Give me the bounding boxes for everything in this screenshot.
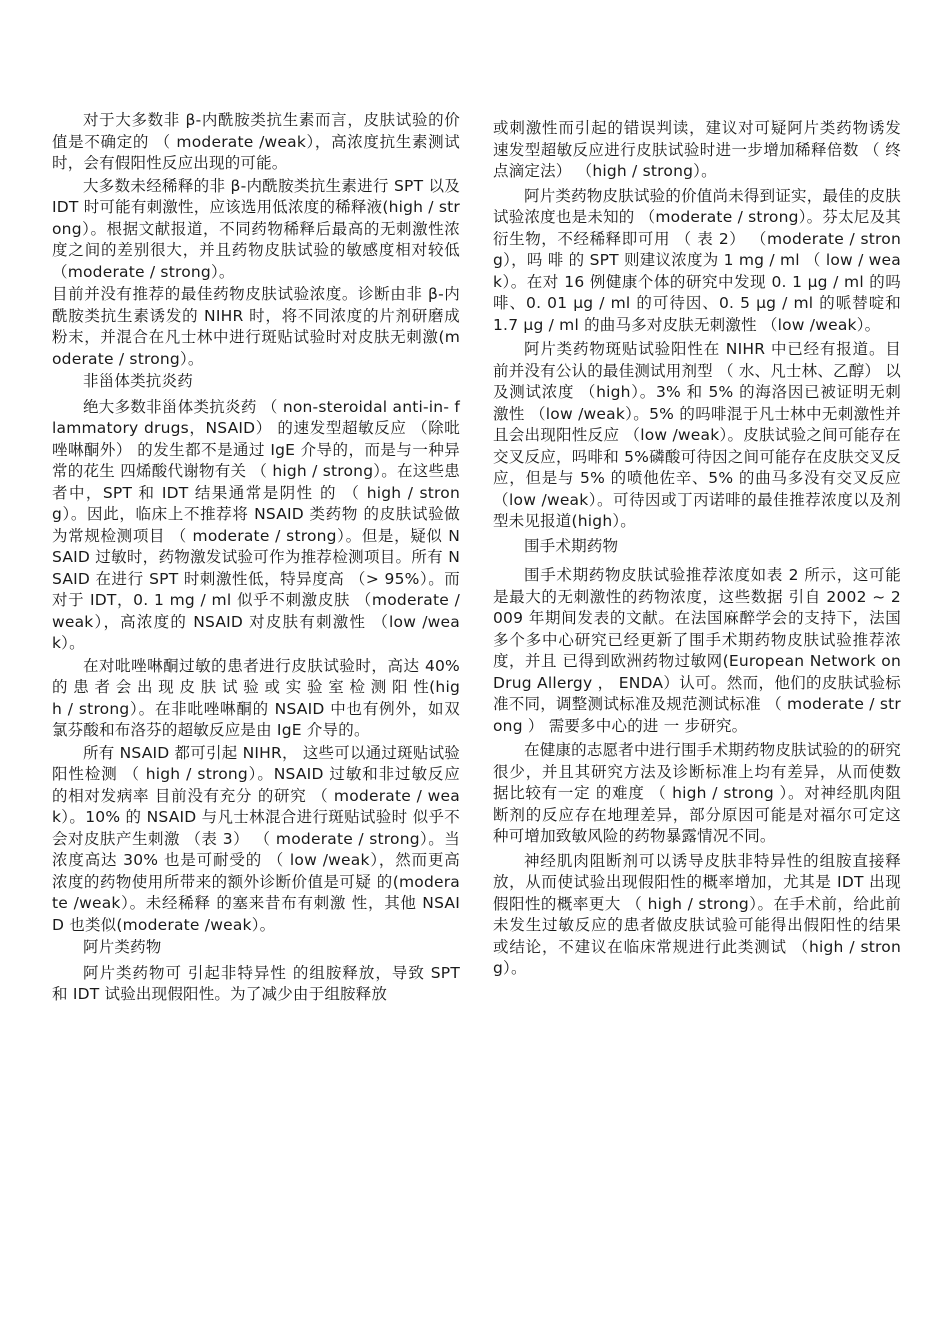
paragraph: 在对吡唑啉酮过敏的患者进行皮肤试验时，高达 40% 的 患 者 会 出 现 皮 肤 试 验 或 实 验 室 检 测 阳 性(high / strong）。在非吡唑啉酮的 NSAID 中也有例外，如双氯芬酸和布洛芬的超敏反应是由 IgE 介导的。 [52, 656, 460, 739]
paragraph: 在健康的志愿者中进行围手术期药物皮肤试验的的研究很少，并且其研究方法及诊断标准上均有差异，从而使数据比较有一定 的难度 （ high / strong ）。对神经肌肉阻断剂的反应存在地理差异，部分原因可能是对福尔可定这种可增加致敏风险的药物暴露情况不同。 [493, 741, 901, 845]
paragraph: 阿片类药物皮肤试验的价值尚未得到证实，最佳的皮肤试验浓度也是未知的 （moderate / strong）。芬太尼及其衍生物，不经稀释即可用 （ 表 2） （moderate / strong），吗 啡 的 SPT 则建议浓度为 1 mg / ml （ low / weak）。在对 16 例健康个体的研究中发现 0. 1 μg / ml 的吗啡、0. 01 μg / ml 的可待因、0. 5 μg / ml 的哌替啶和 1.7 μg / ml 的曲马多对皮肤无刺激性 （low /weak）。 [493, 186, 901, 334]
section-heading-nsaid: 非甾体类抗炎药 [83, 372, 193, 390]
paragraph: 围手术期药物皮肤试验推荐浓度如表 2 所示，这可能是最大的无刺激性的药物浓度，这些数据 引自 2002 ~ 2009 年期间发表的文献。在法国麻醉学会的支持下，法国多个多中心研究已经更新了围手术期药物皮肤试验推荐浓度，并且 已得到欧洲药物过敏网(European Network on Drug Allergy ， ENDA）认可。然而，他们的皮肤试验标准不同，调整测试标准及规范测试标准 （ moderate / strong ） 需要多中心的进 一 步研究。 [493, 566, 901, 735]
section-heading-opioid: 阿片类药物 [83, 938, 162, 956]
paragraph: 所有 NSAID 都可引起 NIHR， 这些可以通过斑贴试验阳性检测 （ high / strong）。NSAID 过敏和非过敏反应的相对发病率 目前没有充分 的研究 （ moderate / weak）。10% 的 NSAID 与凡士林混合进行斑贴试验时 似乎不会对皮肤产生刺激 （表 3） （ moderate / strong）。当浓度高达 30% 也是可耐受的 （ low /weak），然而更高浓度的药物使用所带来的额外诊断价值是可疑 的(moderate /weak）。未经稀释 的塞来昔布有刺激 性，其他 NSAID 也类似(moderate /weak）。 [52, 743, 460, 934]
left-column [52, 110, 460, 1007]
paragraph: 绝大多数非甾体类抗炎药 （ non-steroidal anti-in- flammatory drugs，NSAID） 的速发型超敏反应 （除吡唑啉酮外） 的发生都不是通过 IgE 介导的，而是与一种异常的花生 四烯酸代谢物有关 （ high / strong）。在这些患者中，SPT 和 IDT 结果通常是阴性 的 （ high / strong）。因此，临床上不推荐将 NSAID 类药物 的皮肤试验做为常规检测项目 （ moderate / strong）。但是，疑似 NSAID 过敏时，药物激发试验可作为推荐检测项目。所有 NSAID 在进行 SPT 时刺激性低，特异度高 （> 95%）。而对于 IDT，0. 1 mg / ml 似乎不刺激皮肤 （moderate /weak），高浓度的 NSAID 对皮肤有刺激性 （low /weak）。 [52, 397, 460, 652]
paragraph: 目前并没有推荐的最佳药物皮肤试验浓度。诊断由非 β-内酰胺类抗生素诱发的 NIHR 时，将不同浓度的片剂研磨成粉末，并混合在凡士林中进行斑贴试验时对皮肤无刺激(moderate / strong）。 [52, 285, 460, 368]
paragraph: 大多数未经稀释的非 β-内酰胺类抗生素进行 SPT 以及 IDT 时可能有刺激性，应该选用低浓度的稀释液(high / strong）。根据文献报道，不同药物稀释后最高的无刺激性浓度之间的差别很大，并且药物皮肤试验的敏感度相对较低 （moderate / strong）。 [52, 176, 460, 281]
paragraph: 阿片类药物可 引起非特异性 的组胺释放，导致 SPT 和 IDT 试验出现假阳性。为了减少由于组胺释放 [52, 963, 460, 1003]
paragraph: 或刺激性而引起的错误判读，建议对可疑阿片类药物诱发速发型超敏反应进行皮肤试验时进一步增加稀释倍数 （ 终点滴定法） （high / strong）。 [493, 119, 901, 180]
right-column [493, 118, 901, 983]
paragraph: 对于大多数非 β-内酰胺类抗生素而言，皮肤试验的价值是不确定的 （ moderate /weak），高浓度抗生素测试时，会有假阳性反应出现的可能。 [52, 111, 460, 172]
paragraph: 神经肌肉阻断剂可以诱导皮肤非特异性的组胺直接释放，从而使试验出现假阳性的概率增加，尤其是 IDT 出现假阳性的概率更大 （ high / strong）。在手术前，给此前未发生过敏反应的患者做皮肤试验可能得出假阳性的结果或结论，不建议在临床常规进行此类测试 （high / strong）。 [493, 851, 901, 977]
section-heading-perioperative: 围手术期药物 [524, 536, 619, 555]
paragraph: 阿片类药物斑贴试验阳性在 NIHR 中已经有报道。目前并没有公认的最佳测试用剂型 （ 水、凡士林、乙醇） 以及测试浓度 （high）。3% 和 5% 的海洛因已被证明无刺激性 （low /weak）。5% 的吗啡混于凡士林中无刺激性并且会出现阳性反应 （low /weak）。皮肤试验之间可能存在交叉反应，吗啡和 5%磷酸可待因之间可能存在皮肤交叉反应，但是与 5% 的喷他佐辛、5% 的曲马多没有交叉反应 （low /weak）。可待因或丁丙诺啡的最佳推荐浓度以及剂型未见报道(high）。 [493, 340, 901, 530]
